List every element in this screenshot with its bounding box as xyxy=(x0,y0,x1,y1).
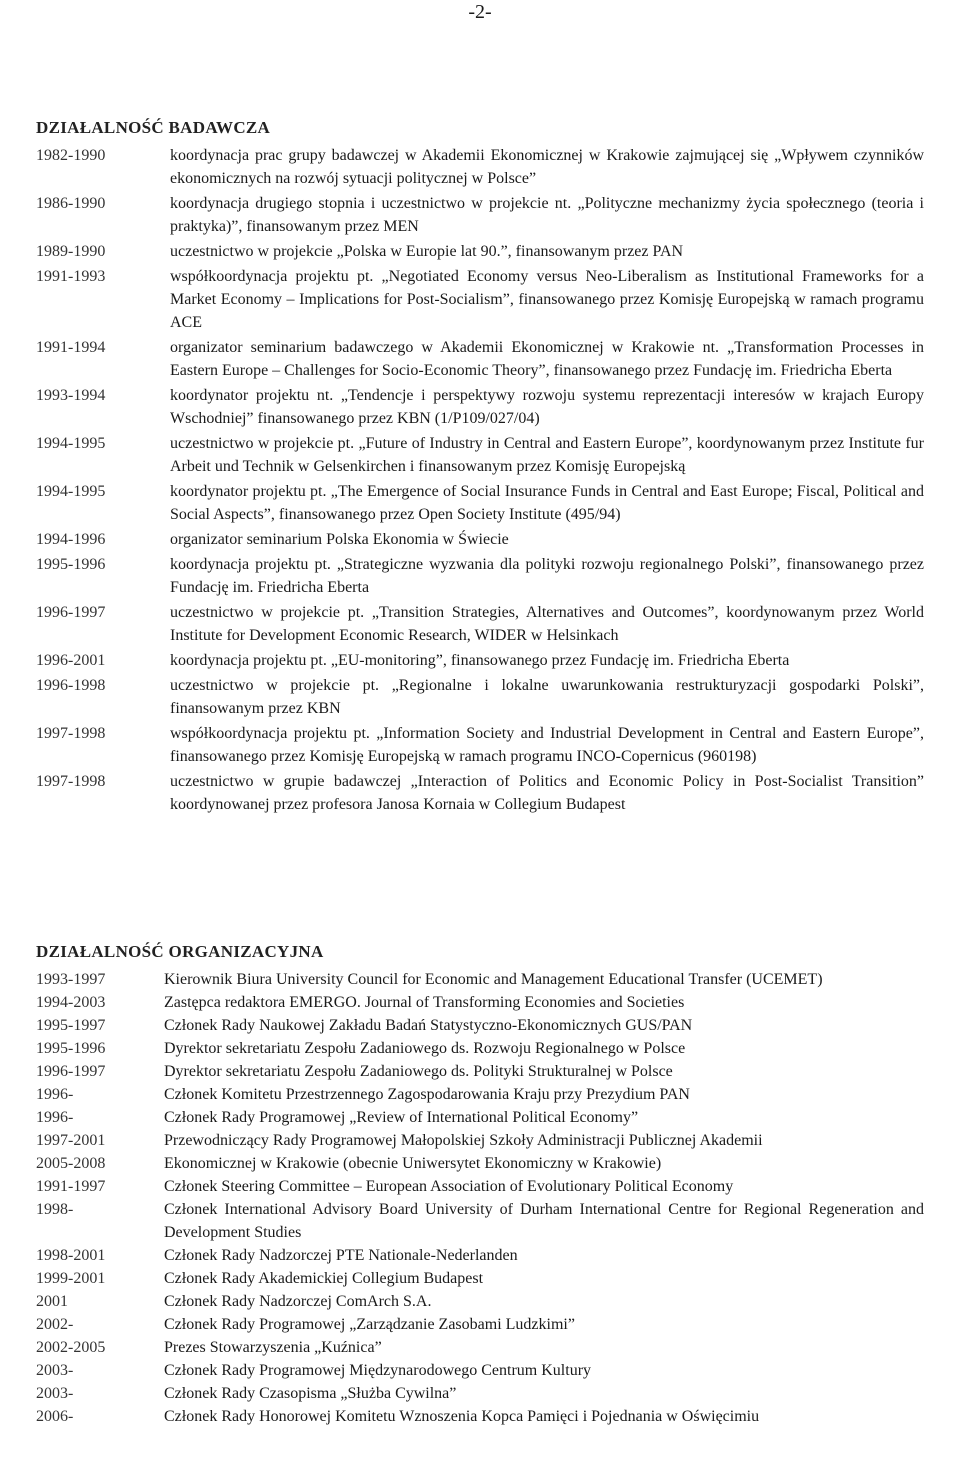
entry-description: Członek Komitetu Przestrzennego Zagospodarowania Kraju przy Prezydium PAN xyxy=(164,1086,690,1103)
entry-date: 1997-2001 xyxy=(36,1132,106,1149)
entry-row xyxy=(36,1267,924,1290)
entry-date: 1999-2001 xyxy=(36,1270,106,1287)
entry-date: 2001 xyxy=(36,1293,68,1310)
entry-description: Prezes Stowarzyszenia „Kuźnica” xyxy=(164,1339,382,1356)
entry-description: koordynacja projektu pt. „Strategiczne wyzwania dla polityki rozwoju regionalnego Polski”, finansowanego przez Fundację im. Friedricha Eberta xyxy=(170,556,924,596)
entry-date: 1982-1990 xyxy=(36,147,106,164)
entry-description: Członek Rady Programowej Międzynarodowego Centrum Kultury xyxy=(164,1362,592,1379)
entry-row xyxy=(36,1290,924,1313)
entry-description: koordynator projektu nt. „Tendencje i perspektywy rozwoju systemu reprezentacji interesów w krajach Europy Wschodniej” finansowanego przez KBN (1/P109/027/04) xyxy=(170,387,924,427)
entry-date: 1994-1995 xyxy=(36,483,106,500)
organizational-section-title: DZIAŁALNOŚĆ ORGANIZACYJNA xyxy=(36,942,324,961)
entry-description: współkoordynacja projektu pt. „Negotiated Economy versus Neo-Liberalism as Institutional Frameworks for a Market Economy – Implications for Post-Socialism”, finansowanego przez Komisję Europejską w ramach programu ACE xyxy=(170,268,924,331)
entry-row xyxy=(36,432,924,478)
entry-row xyxy=(36,1106,924,1129)
entry-row xyxy=(36,1152,924,1175)
research-entry-list xyxy=(36,144,924,816)
entry-date: 2003- xyxy=(36,1362,74,1379)
entry-description: Członek Rady Programowej „Review of International Political Economy” xyxy=(164,1109,639,1126)
entry-date: 1991-1994 xyxy=(36,339,106,356)
entry-description: uczestnictwo w grupie badawczej „Interaction of Politics and Economic Policy in Post-Socialist Transition” koordynowanej przez profesora Janosa Kornaia w Collegium Budapest xyxy=(170,773,924,813)
entry-description: Członek Rady Akademickiej Collegium Budapest xyxy=(164,1270,484,1287)
entry-row xyxy=(36,1014,924,1037)
entry-date: 1991-1997 xyxy=(36,1178,106,1195)
entry-row xyxy=(36,770,924,816)
entry-row xyxy=(36,674,924,720)
entry-date: 2005-2008 xyxy=(36,1155,106,1172)
entry-date: 1991-1993 xyxy=(36,268,106,285)
entry-date: 1995-1996 xyxy=(36,1040,106,1057)
entry-description: Przewodniczący Rady Programowej Małopolskiej Szkoły Administracji Publicznej Akademii xyxy=(164,1132,763,1149)
entry-date: 1995-1996 xyxy=(36,556,106,573)
entry-description: koordynacja prac grupy badawczej w Akademii Ekonomicznej w Krakowie zajmującej się „Wpływem czynników ekonomicznych na rozwój sytuacji politycznej w Polsce” xyxy=(170,147,924,187)
entry-date: 2002- xyxy=(36,1316,74,1333)
entry-description: Ekonomicznej w Krakowie (obecnie Uniwersytet Ekonomiczny w Krakowie) xyxy=(164,1155,662,1172)
entry-date: 1996-2001 xyxy=(36,652,106,669)
entry-date: 1986-1990 xyxy=(36,195,106,212)
entry-date: 2002-2005 xyxy=(36,1339,106,1356)
entry-row xyxy=(36,480,924,526)
entry-row xyxy=(36,1175,924,1198)
organizational-entry-list xyxy=(36,968,924,1428)
research-section xyxy=(36,118,924,818)
entry-date: 1996- xyxy=(36,1086,74,1103)
entry-description: Członek Rady Programowej „Zarządzanie Zasobami Ludzkimi” xyxy=(164,1316,575,1333)
entry-row xyxy=(36,384,924,430)
entry-row xyxy=(36,192,924,238)
entry-row xyxy=(36,722,924,768)
entry-row xyxy=(36,553,924,599)
entry-description: organizator seminarium badawczego w Akademii Ekonomicznej w Krakowie nt. „Transformation Processes in Eastern Europe – Challenges for Socio-Economic Theory”, finansowanego przez Fundację im. Friedricha Eberta xyxy=(170,339,924,379)
entry-description: uczestnictwo w projekcie pt. „Future of Industry in Central and Eastern Europe”, koordynowanym przez Institute fur Arbeit und Technik w Gelsenkirchen i finansowanym przez Komisję Europejską xyxy=(170,435,924,475)
entry-row xyxy=(36,968,924,991)
entry-description: Członek Rady Nadzorczej ComArch S.A. xyxy=(164,1293,432,1310)
entry-row xyxy=(36,1405,924,1428)
entry-row xyxy=(36,144,924,190)
entry-row xyxy=(36,1313,924,1336)
entry-row xyxy=(36,649,924,672)
entry-date: 1996-1997 xyxy=(36,604,106,621)
entry-row xyxy=(36,1037,924,1060)
entry-date: 1998-2001 xyxy=(36,1247,106,1264)
entry-row xyxy=(36,1382,924,1405)
entry-date: 1996-1998 xyxy=(36,677,106,694)
entry-row xyxy=(36,528,924,551)
entry-description: koordynacja projektu pt. „EU-monitoring”, finansowanego przez Fundację im. Friedricha Eberta xyxy=(170,652,790,669)
entry-date: 1993-1997 xyxy=(36,971,106,988)
entry-date: 1997-1998 xyxy=(36,773,106,790)
entry-date: 2006- xyxy=(36,1408,74,1425)
entry-date: 1996- xyxy=(36,1109,74,1126)
page-number: -2- xyxy=(468,1,492,23)
entry-description: Dyrektor sekretariatu Zespołu Zadaniowego ds. Rozwoju Regionalnego w Polsce xyxy=(164,1040,686,1057)
entry-row xyxy=(36,1198,924,1244)
entry-description: Dyrektor sekretariatu Zespołu Zadaniowego ds. Polityki Strukturalnej w Polsce xyxy=(164,1063,673,1080)
entry-description: uczestnictwo w projekcie pt. „Transition Strategies, Alternatives and Outcomes”, koordynowanym przez World Institute for Development Economic Research, WIDER w Helsinkach xyxy=(170,604,924,644)
entry-description: Członek Rady Honorowej Komitetu Wznoszenia Kopca Pamięci i Pojednania w Oświęcimiu xyxy=(164,1408,760,1425)
organizational-section xyxy=(36,942,924,1428)
entry-description: uczestnictwo w projekcie „Polska w Europie lat 90.”, finansowanym przez PAN xyxy=(170,243,684,260)
entry-date: 1993-1994 xyxy=(36,387,106,404)
entry-date: 1998- xyxy=(36,1201,74,1218)
entry-row xyxy=(36,240,924,263)
entry-row xyxy=(36,601,924,647)
entry-row xyxy=(36,336,924,382)
entry-description: Członek Rady Czasopisma „Służba Cywilna” xyxy=(164,1385,457,1402)
entry-description: Członek Rady Naukowej Zakładu Badań Statystyczno-Ekonomicznych GUS/PAN xyxy=(164,1017,693,1034)
entry-date: 1989-1990 xyxy=(36,243,106,260)
entry-description: koordynator projektu pt. „The Emergence of Social Insurance Funds in Central and East Europe; Fiscal, Political and Social Aspects”, finansowanego przez Open Society Institute (495/94) xyxy=(170,483,924,523)
entry-row xyxy=(36,1083,924,1106)
entry-date: 1994-1995 xyxy=(36,435,106,452)
entry-row xyxy=(36,1060,924,1083)
entry-description: współkoordynacja projektu pt. „Information Society and Industrial Development in Central and Eastern Europe”, finansowanego przez Komisję Europejską w ramach programu INCO-Copernicus (960198) xyxy=(170,725,924,765)
entry-date: 1997-1998 xyxy=(36,725,106,742)
entry-description: Członek Steering Committee – European Association of Evolutionary Political Economy xyxy=(164,1178,734,1195)
entry-date: 1994-2003 xyxy=(36,994,106,1011)
entry-description: Członek Rady Nadzorczej PTE Nationale-Nederlanden xyxy=(164,1247,518,1264)
entry-description: uczestnictwo w projekcie pt. „Regionalne i lokalne uwarunkowania restrukturyzacji gospodarki Polski”, finansowanym przez KBN xyxy=(170,677,924,717)
entry-row xyxy=(36,991,924,1014)
entry-date: 1995-1997 xyxy=(36,1017,106,1034)
entry-date: 1996-1997 xyxy=(36,1063,106,1080)
entry-description: Zastępca redaktora EMERGO. Journal of Transforming Economies and Societies xyxy=(164,994,685,1011)
entry-description: koordynacja drugiego stopnia i uczestnictwo w projekcie nt. „Polityczne mechanizmy życia społecznego (teoria i praktyka)”, finansowanym przez MEN xyxy=(170,195,924,235)
entry-date: 2003- xyxy=(36,1385,74,1402)
entry-description: Kierownik Biura University Council for Economic and Management Educational Transfer (UCEMET) xyxy=(164,971,823,988)
entry-row xyxy=(36,1359,924,1382)
entry-description: Członek International Advisory Board University of Durham International Centre for Regional Regeneration and Development Studies xyxy=(164,1201,924,1241)
entry-row xyxy=(36,1129,924,1152)
entry-row xyxy=(36,1336,924,1359)
entry-description: organizator seminarium Polska Ekonomia w Świecie xyxy=(170,531,509,548)
entry-row xyxy=(36,265,924,334)
entry-row xyxy=(36,1244,924,1267)
research-section-title: DZIAŁALNOŚĆ BADAWCZA xyxy=(36,118,271,137)
entry-date: 1994-1996 xyxy=(36,531,106,548)
